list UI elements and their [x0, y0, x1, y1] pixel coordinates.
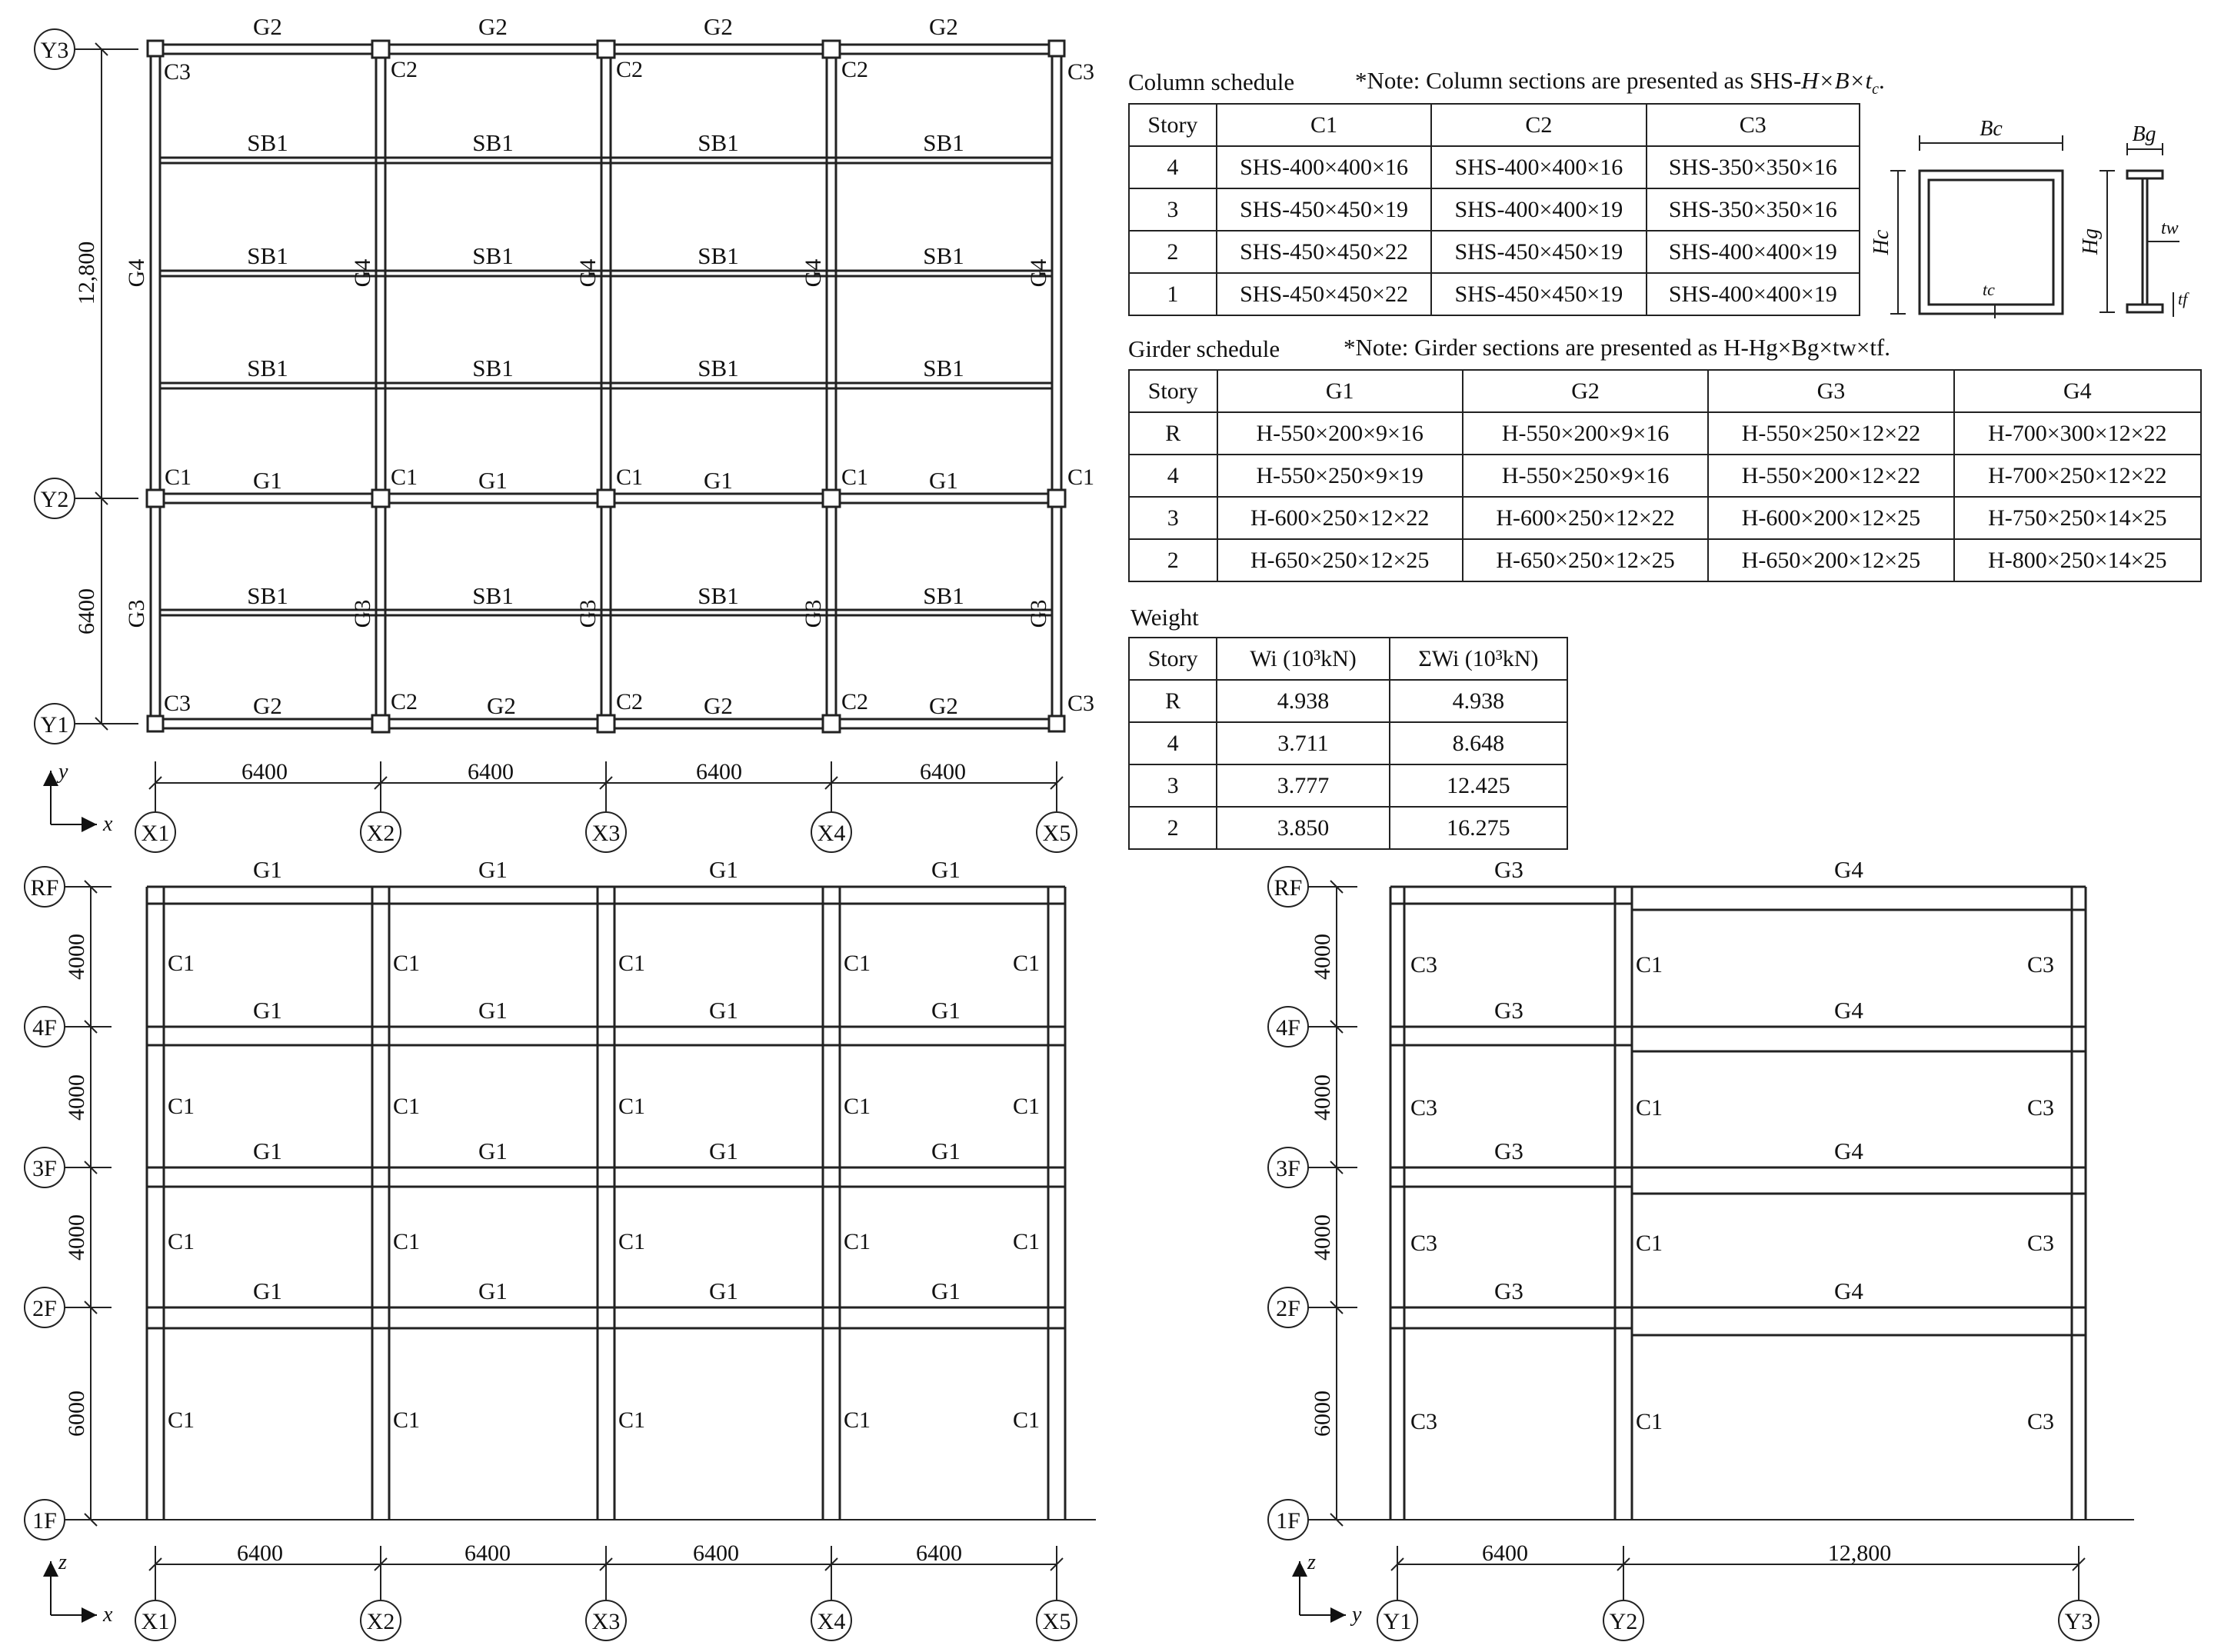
box-section-sketch — [1870, 117, 2063, 318]
plan-sb1: SB1 — [923, 355, 964, 381]
ex-c1: C1 — [393, 951, 421, 976]
table-cell: SHS-400×400×19 — [1647, 273, 1860, 315]
dim-x-3: 6400 — [696, 759, 742, 784]
axis-bubble-x4: X4 — [817, 821, 846, 846]
floor-plan — [35, 13, 1094, 852]
ey-floor-rf: RF — [1274, 875, 1303, 901]
table-cell: SHS-350×350×16 — [1647, 188, 1860, 231]
plan-sb1: SB1 — [472, 129, 514, 156]
ey-g3: G3 — [1494, 1277, 1523, 1304]
girder-header: G2 — [1463, 370, 1708, 412]
h-section-sketch — [2079, 122, 2189, 317]
table-cell: H-550×250×9×19 — [1217, 455, 1463, 497]
table-cell: 3 — [1129, 497, 1217, 539]
ex-g1: G1 — [478, 1137, 508, 1164]
plan-sb1: SB1 — [247, 582, 288, 609]
ey-dim-1: 6400 — [1482, 1540, 1528, 1566]
plan-g2-bot-2: G2 — [487, 692, 516, 719]
girder-header: Story — [1129, 370, 1217, 412]
table-cell: 4 — [1129, 455, 1217, 497]
table-cell: SHS-450×450×19 — [1217, 188, 1431, 231]
elevation-y — [1268, 856, 2134, 1640]
table-cell: 2 — [1129, 807, 1217, 849]
floor-bubble-rf: RF — [30, 875, 59, 901]
plan-sb1: SB1 — [472, 242, 514, 269]
floor-bubble-1f: 1F — [32, 1508, 57, 1534]
ex-c1: C1 — [618, 951, 646, 976]
ex-dim-1: 6400 — [237, 1540, 283, 1566]
ey-floor-3f: 3F — [1276, 1156, 1300, 1181]
ex-g1: G1 — [709, 1137, 738, 1164]
ex-c1: C1 — [844, 951, 871, 976]
table-cell: H-650×200×12×25 — [1708, 539, 1953, 581]
ey-g4: G4 — [1834, 997, 1863, 1024]
table-cell: 2 — [1129, 539, 1217, 581]
ey-dim-story-4: 4000 — [1310, 934, 1335, 980]
column-note-end: . — [1878, 67, 1885, 94]
table-cell: H-750×250×14×25 — [1954, 497, 2201, 539]
ex-coord-icon — [51, 1561, 97, 1615]
girder-schedule-table — [1128, 369, 2202, 582]
table-cell: SHS-450×450×22 — [1217, 273, 1431, 315]
ey-axis-y3: Y3 — [2064, 1609, 2093, 1634]
column-note-formula: H×B×t — [1801, 67, 1873, 94]
ey-coord-icon — [1300, 1561, 1346, 1615]
ey-g3: G3 — [1494, 997, 1523, 1024]
ex-c1: C1 — [168, 1094, 195, 1119]
plan-g4: G4 — [575, 258, 601, 288]
table-cell: 4 — [1129, 722, 1217, 764]
weight-header: ΣWi (10³kN) — [1390, 638, 1567, 680]
table-cell: 3 — [1129, 764, 1217, 807]
ex-g1: G1 — [478, 1277, 508, 1304]
dim-story-1: 6000 — [64, 1391, 89, 1437]
girder-header: G1 — [1217, 370, 1463, 412]
col-header: C3 — [1647, 104, 1860, 146]
girder-schedule-note: *Note: Girder sections are presented as H-Hg×Bg×tw×tf. — [1344, 334, 1891, 361]
ey-dim-2: 12,800 — [1827, 1540, 1892, 1566]
ey-c3: C3 — [2027, 1231, 2055, 1256]
label-tf: tf — [2178, 289, 2188, 308]
floor-bubble-3f: 3F — [32, 1156, 57, 1181]
ey-c3: C3 — [2027, 1095, 2055, 1121]
ex-g1: G1 — [478, 997, 508, 1024]
ey-c3: C3 — [1410, 1231, 1438, 1256]
plan-axis-y-label: y — [58, 760, 68, 784]
plan-coord-icon — [51, 771, 97, 824]
column-schedule-caption: Column schedule — [1128, 68, 1295, 95]
table-cell: H-700×250×12×22 — [1954, 455, 2201, 497]
ey-floor-1f: 1F — [1276, 1508, 1300, 1534]
plan-col-label: C3 — [1067, 691, 1095, 716]
label-hg: Hg — [2079, 228, 2103, 255]
table-cell: H-600×200×12×25 — [1708, 497, 1953, 539]
table-row — [1129, 807, 1567, 849]
ey-c3: C3 — [1410, 1095, 1438, 1121]
table-cell: 4 — [1129, 146, 1217, 188]
plan-g4: G4 — [350, 258, 375, 288]
plan-g1-3: G1 — [704, 467, 733, 494]
ey-c1: C1 — [1636, 1409, 1663, 1434]
dim-story-4: 4000 — [64, 934, 89, 980]
table-cell: 8.648 — [1390, 722, 1567, 764]
ex-c1: C1 — [168, 1407, 195, 1433]
plan-g2-bot-4: G2 — [929, 692, 958, 719]
table-cell: SHS-450×450×19 — [1431, 231, 1646, 273]
ex-g1: G1 — [709, 997, 738, 1024]
ex-g1: G1 — [931, 1137, 961, 1164]
weight-table — [1128, 637, 1568, 850]
plan-g2-bot-1: G2 — [253, 692, 282, 719]
axis-bubble-x3: X3 — [591, 821, 621, 846]
label-hc: Hc — [1870, 229, 1893, 255]
ey-dim-story-1: 6000 — [1310, 1391, 1335, 1437]
plan-sb1: SB1 — [698, 355, 739, 381]
ex-c1: C1 — [1013, 1229, 1041, 1254]
column-note-prefix: *Note: Column sections are presented as SHS- — [1355, 67, 1802, 94]
plan-g1-4: G1 — [929, 467, 958, 494]
dim-x-1: 6400 — [241, 759, 288, 784]
dim-y-upper: 12,800 — [74, 241, 99, 305]
table-row — [1129, 455, 2201, 497]
plan-g3: G3 — [1026, 599, 1051, 628]
plan-col-label: C3 — [164, 59, 191, 85]
table-cell: H-550×200×9×16 — [1217, 412, 1463, 455]
axis-bubble-y3: Y3 — [40, 38, 69, 63]
table-cell: 3.777 — [1217, 764, 1390, 807]
column-schedule-note — [1355, 67, 1885, 98]
col-header: Story — [1129, 104, 1217, 146]
table-cell: R — [1129, 680, 1217, 722]
axis-bubble-x1: X1 — [141, 821, 170, 846]
table-cell: 4.938 — [1390, 680, 1567, 722]
floor-bubble-2f: 2F — [32, 1296, 57, 1321]
ey-dim-story-3: 4000 — [1310, 1074, 1335, 1121]
plan-col-label: C2 — [391, 689, 418, 714]
axis-bubble-x2: X2 — [366, 821, 395, 846]
label-bc: Bc — [1980, 117, 2003, 141]
ex-c1: C1 — [393, 1094, 421, 1119]
table-row — [1129, 680, 1567, 722]
ex-c1: C1 — [844, 1229, 871, 1254]
plan-col-label: C1 — [1067, 465, 1095, 490]
ex-dim-2: 6400 — [465, 1540, 511, 1566]
plan-g1-1: G1 — [253, 467, 282, 494]
ey-g3: G3 — [1494, 1137, 1523, 1164]
weight-caption: Weight — [1130, 604, 1199, 631]
floor-bubble-4f: 4F — [32, 1015, 57, 1041]
ex-c1: C1 — [618, 1094, 646, 1119]
table-cell: 1 — [1129, 273, 1217, 315]
ey-c3: C3 — [2027, 1409, 2055, 1434]
ex-dim-3: 6400 — [693, 1540, 739, 1566]
ex-c1: C1 — [1013, 951, 1041, 976]
ey-g4: G4 — [1834, 856, 1863, 883]
plan-g3: G3 — [575, 599, 601, 628]
ey-c3: C3 — [2027, 952, 2055, 978]
ex-g1: G1 — [253, 1277, 282, 1304]
ey-axis-z-label: z — [1307, 1550, 1316, 1574]
ex-axis-x1: X1 — [141, 1609, 170, 1634]
ex-g1: G1 — [931, 1277, 961, 1304]
table-row — [1129, 764, 1567, 807]
plan-col-label: C3 — [1067, 59, 1095, 85]
ex-g1: G1 — [253, 997, 282, 1024]
table-cell: H-800×250×14×25 — [1954, 539, 2201, 581]
plan-sb1: SB1 — [923, 242, 964, 269]
ey-axis-y-label: y — [1352, 1603, 1362, 1627]
plan-col-label: C2 — [841, 689, 869, 714]
ey-floor-4f: 4F — [1276, 1015, 1300, 1041]
plan-y-grid — [35, 29, 138, 744]
plan-sb1: SB1 — [247, 355, 288, 381]
ey-c3: C3 — [1410, 1409, 1438, 1434]
plan-g2-top-3: G2 — [704, 13, 733, 40]
table-cell: R — [1129, 412, 1217, 455]
ex-c1: C1 — [618, 1407, 646, 1433]
plan-sb1: SB1 — [923, 129, 964, 156]
dim-story-2: 4000 — [64, 1214, 89, 1261]
ex-axis-x4: X4 — [817, 1609, 846, 1634]
plan-sb1: SB1 — [698, 129, 739, 156]
weight-header: Story — [1129, 638, 1217, 680]
table-cell: H-650×250×12×25 — [1463, 539, 1708, 581]
plan-col-label: C1 — [841, 465, 869, 490]
table-cell: 2 — [1129, 231, 1217, 273]
girder-header: G3 — [1708, 370, 1953, 412]
table-row — [1129, 273, 1860, 315]
label-tw: tw — [2161, 218, 2179, 238]
plan-col-label: C3 — [164, 691, 191, 716]
table-cell: SHS-450×450×19 — [1431, 273, 1646, 315]
table-cell: H-600×250×12×22 — [1217, 497, 1463, 539]
dim-x-4: 6400 — [920, 759, 966, 784]
table-cell: SHS-400×400×19 — [1431, 188, 1646, 231]
label-tc: tc — [1983, 280, 1995, 299]
axis-bubble-y2: Y2 — [40, 487, 69, 512]
elevation-x — [25, 856, 1096, 1640]
ex-g1: G1 — [709, 1277, 738, 1304]
plan-vert-girder-labels — [124, 259, 1051, 628]
ey-c3: C3 — [1410, 952, 1438, 978]
ex-c1: C1 — [844, 1094, 871, 1119]
table-cell: 3.850 — [1217, 807, 1390, 849]
plan-sb1: SB1 — [247, 242, 288, 269]
table-row — [1129, 146, 1860, 188]
table-cell: 4.938 — [1217, 680, 1390, 722]
plan-g3: G3 — [350, 599, 375, 628]
ex-axis-x2: X2 — [366, 1609, 395, 1634]
ex-g1: G1 — [931, 997, 961, 1024]
plan-sb1: SB1 — [472, 355, 514, 381]
ey-g4: G4 — [1834, 1277, 1863, 1304]
table-cell: H-700×300×12×22 — [1954, 412, 2201, 455]
ex-c1: C1 — [168, 1229, 195, 1254]
plan-g1-2: G1 — [478, 467, 508, 494]
ex-c1: C1 — [393, 1407, 421, 1433]
ey-floor-2f: 2F — [1276, 1296, 1300, 1321]
ey-c1: C1 — [1636, 1095, 1663, 1121]
plan-g2-top-1: G2 — [253, 13, 282, 40]
axis-bubble-x5: X5 — [1042, 821, 1071, 846]
ex-axis-z-label: z — [58, 1550, 67, 1574]
weight-header: Wi (10³kN) — [1217, 638, 1390, 680]
table-row — [1129, 412, 2201, 455]
ey-axis-y1: Y1 — [1383, 1609, 1412, 1634]
plan-col-label: C2 — [616, 57, 644, 82]
ey-c1: C1 — [1636, 952, 1663, 978]
ey-axis-y2: Y2 — [1609, 1609, 1638, 1634]
plan-g2-top-2: G2 — [478, 13, 508, 40]
table-cell: H-550×250×12×22 — [1708, 412, 1953, 455]
plan-g3: G3 — [801, 599, 826, 628]
plan-col-label: C1 — [165, 465, 192, 490]
ex-c1: C1 — [168, 951, 195, 976]
ex-c1: C1 — [1013, 1094, 1041, 1119]
column-schedule-table — [1128, 103, 1860, 316]
plan-sb1: SB1 — [472, 582, 514, 609]
plan-sb1: SB1 — [247, 129, 288, 156]
ex-c1: C1 — [393, 1229, 421, 1254]
plan-col-label: C2 — [616, 689, 644, 714]
plan-g3: G3 — [124, 599, 149, 628]
plan-col-label: C1 — [616, 465, 644, 490]
table-row — [1129, 231, 1860, 273]
axis-bubble-y1: Y1 — [40, 712, 69, 738]
plan-g4: G4 — [801, 258, 826, 288]
table-cell: H-600×250×12×22 — [1463, 497, 1708, 539]
table-cell: 3.711 — [1217, 722, 1390, 764]
ey-g3: G3 — [1494, 856, 1523, 883]
plan-g4: G4 — [124, 258, 149, 288]
table-cell: 3 — [1129, 188, 1217, 231]
plan-axis-x-label: x — [103, 812, 113, 836]
column-note-sub: c — [1872, 81, 1879, 98]
dim-story-3: 4000 — [64, 1074, 89, 1121]
ex-axis-x5: X5 — [1042, 1609, 1071, 1634]
ex-axis-x-label: x — [103, 1603, 113, 1627]
label-bg: Bg — [2132, 122, 2156, 146]
ex-g1: G1 — [931, 856, 961, 883]
table-cell: H-550×200×9×16 — [1463, 412, 1708, 455]
ex-g1: G1 — [253, 1137, 282, 1164]
table-cell: H-550×200×12×22 — [1708, 455, 1953, 497]
ex-axis-x3: X3 — [591, 1609, 621, 1634]
plan-sb1: SB1 — [698, 242, 739, 269]
plan-g2-top-4: G2 — [929, 13, 958, 40]
ey-c1: C1 — [1636, 1231, 1663, 1256]
table-cell: SHS-350×350×16 — [1647, 146, 1860, 188]
table-cell: SHS-400×400×16 — [1431, 146, 1646, 188]
table-cell: H-650×250×12×25 — [1217, 539, 1463, 581]
table-cell: 16.275 — [1390, 807, 1567, 849]
table-cell: SHS-450×450×22 — [1217, 231, 1431, 273]
table-row — [1129, 539, 2201, 581]
plan-g4: G4 — [1026, 258, 1051, 288]
dim-y-lower: 6400 — [74, 588, 99, 634]
ex-g1: G1 — [478, 856, 508, 883]
table-row — [1129, 722, 1567, 764]
ey-g4: G4 — [1834, 1137, 1863, 1164]
dim-x-2: 6400 — [468, 759, 514, 784]
col-header: C2 — [1431, 104, 1646, 146]
plan-sb1: SB1 — [698, 582, 739, 609]
ex-c1: C1 — [1013, 1407, 1041, 1433]
table-cell: SHS-400×400×19 — [1647, 231, 1860, 273]
plan-col-label: C1 — [391, 465, 418, 490]
girder-header: G4 — [1954, 370, 2201, 412]
table-cell: 12.425 — [1390, 764, 1567, 807]
ex-c1: C1 — [844, 1407, 871, 1433]
ex-g1: G1 — [253, 856, 282, 883]
plan-col-label: C2 — [391, 57, 418, 82]
table-row — [1129, 188, 1860, 231]
plan-g2-bot-3: G2 — [704, 692, 733, 719]
girder-schedule-caption: Girder schedule — [1128, 335, 1280, 362]
table-cell: SHS-400×400×16 — [1217, 146, 1431, 188]
ex-dim-4: 6400 — [916, 1540, 962, 1566]
ex-c1: C1 — [618, 1229, 646, 1254]
ex-g1: G1 — [709, 856, 738, 883]
plan-sb1: SB1 — [923, 582, 964, 609]
table-row — [1129, 497, 2201, 539]
ey-dim-story-2: 4000 — [1310, 1214, 1335, 1261]
plan-col-label: C2 — [841, 57, 869, 82]
col-header: C1 — [1217, 104, 1431, 146]
table-cell: H-550×250×9×16 — [1463, 455, 1708, 497]
